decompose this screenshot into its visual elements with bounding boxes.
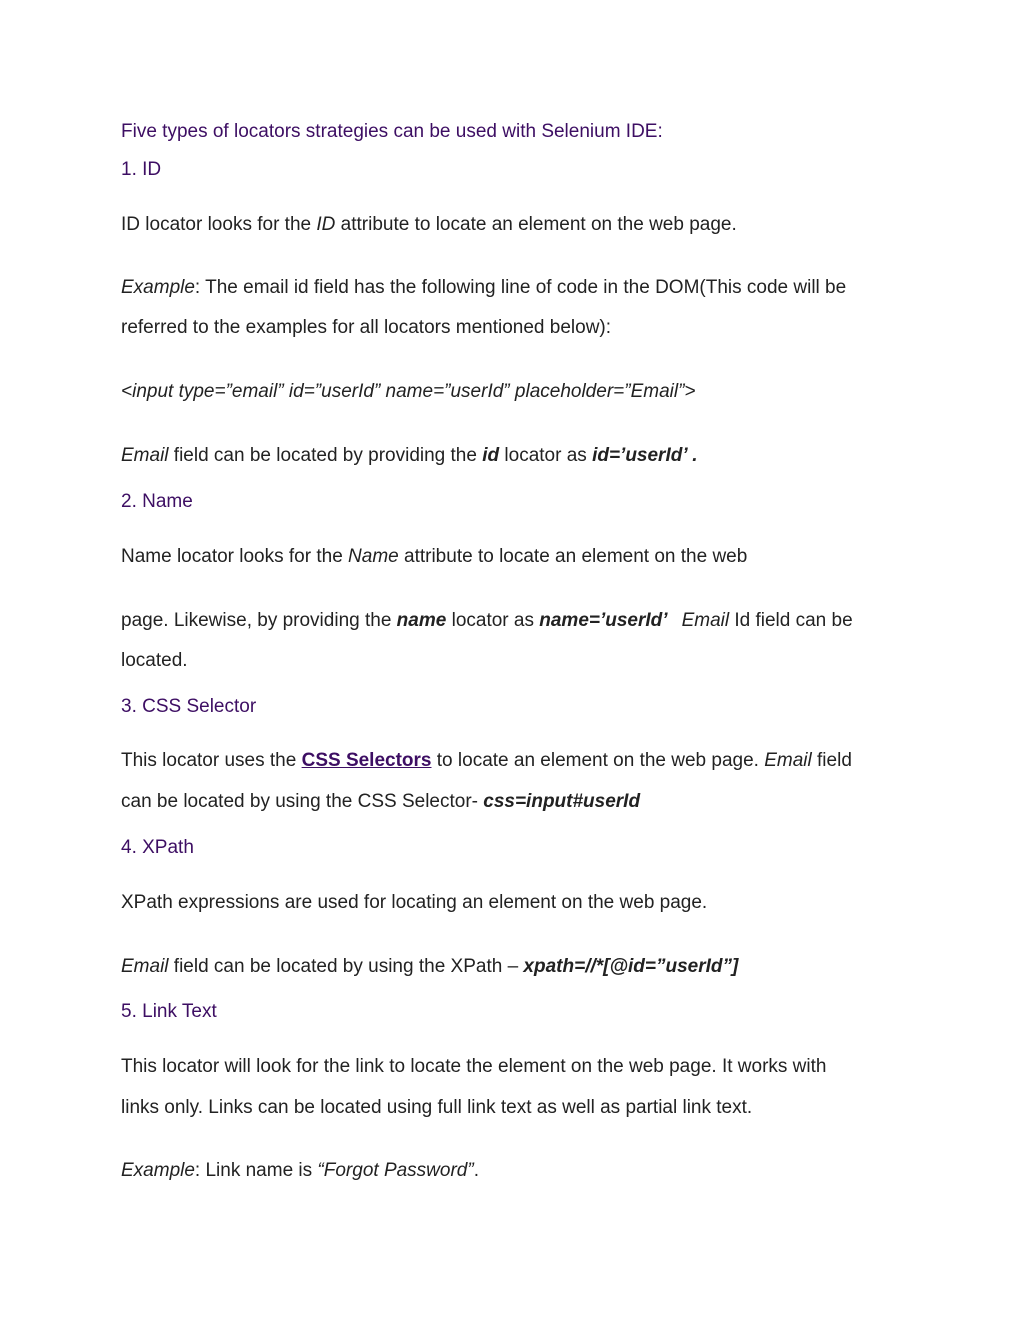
- emphasis-text: Example: [121, 277, 195, 298]
- section-heading-name: 2. Name: [121, 491, 193, 512]
- emphasis-text: Email: [764, 750, 812, 771]
- emphasis-text: Email: [121, 445, 169, 466]
- paragraph-name-locator-line2: located.: [121, 650, 188, 671]
- text-run: ID locator looks for the: [121, 214, 317, 235]
- text-run: Id field can be: [729, 610, 853, 631]
- text-run: This locator uses the: [121, 750, 302, 771]
- paragraph-xpath-locator: [121, 955, 738, 979]
- paragraph-example-line2: referred to the examples for all locators mentioned below):: [121, 317, 612, 338]
- bold-emphasis-text: id: [482, 445, 500, 466]
- css-selectors-link[interactable]: CSS Selectors: [301, 750, 432, 771]
- paragraph-name-locator-line1: [121, 609, 853, 633]
- code-sample: [121, 380, 696, 404]
- paragraph-example-line1: [121, 276, 846, 300]
- text-run: field can be located by providing the: [168, 445, 483, 466]
- bold-emphasis-text: name: [396, 610, 447, 631]
- text-run: field: [811, 750, 852, 771]
- text-run: to locate an element on the web page.: [431, 750, 765, 771]
- text-run: attribute to locate an element on the web: [398, 546, 748, 567]
- text-run: Name locator looks for the: [121, 546, 349, 567]
- emphasis-text: Name: [348, 546, 399, 567]
- text-run: locator as: [499, 445, 593, 466]
- section-heading-xpath: 4. XPath: [121, 837, 194, 858]
- text-run: : The email id field has the following line of code in the DOM(This code will be: [194, 277, 847, 298]
- emphasis-text: Email: [681, 610, 730, 631]
- emphasis-text: “Forgot Password”: [317, 1160, 474, 1181]
- bold-emphasis-text: id=’userId’ .: [592, 445, 698, 466]
- paragraph-xpath-description: XPath expressions are used for locating an element on the web page.: [121, 892, 708, 913]
- paragraph-name-description: [121, 545, 747, 569]
- section-heading-linktext: 5. Link Text: [121, 1001, 217, 1022]
- text-run: : Link name is: [194, 1160, 318, 1181]
- emphasis-text: Example: [121, 1160, 195, 1181]
- paragraph-id-locator: [121, 444, 697, 468]
- bold-emphasis-text: css=input#userId: [483, 791, 641, 812]
- paragraph-id-description: [121, 213, 737, 237]
- paragraph-css-line2: [121, 790, 640, 814]
- code-text: <input type=”email” id=”userId” name=”userId” placeholder=”Email”>: [121, 381, 696, 402]
- paragraph-linktext-example: [121, 1159, 479, 1183]
- paragraph-linktext-line2: links only. Links can be located using full link text as well as partial link text.: [121, 1097, 753, 1118]
- section-heading-id: 1. ID: [121, 159, 162, 180]
- text-run: attribute to locate an element on the web page.: [335, 214, 737, 235]
- text-run: field can be located by using the XPath –: [168, 956, 524, 977]
- text-run: page. Likewise, by providing the: [121, 610, 397, 631]
- paragraph-linktext-line1: This locator will look for the link to locate the element on the web page. It works with: [121, 1056, 827, 1077]
- text-run: locator as: [446, 610, 540, 631]
- section-heading-css: 3. CSS Selector: [121, 696, 257, 717]
- bold-emphasis-text: name=’userId’: [539, 610, 668, 631]
- paragraph-css-line1: [121, 749, 852, 773]
- text-run: .: [473, 1160, 479, 1181]
- emphasis-text: ID: [316, 214, 336, 235]
- text-run: can be located by using the CSS Selector-: [121, 791, 484, 812]
- emphasis-text: Email: [121, 956, 169, 977]
- intro-heading: Five types of locators strategies can be used with Selenium IDE:: [121, 121, 663, 142]
- bold-emphasis-text: xpath=//*[@id=”userId”]: [523, 956, 739, 977]
